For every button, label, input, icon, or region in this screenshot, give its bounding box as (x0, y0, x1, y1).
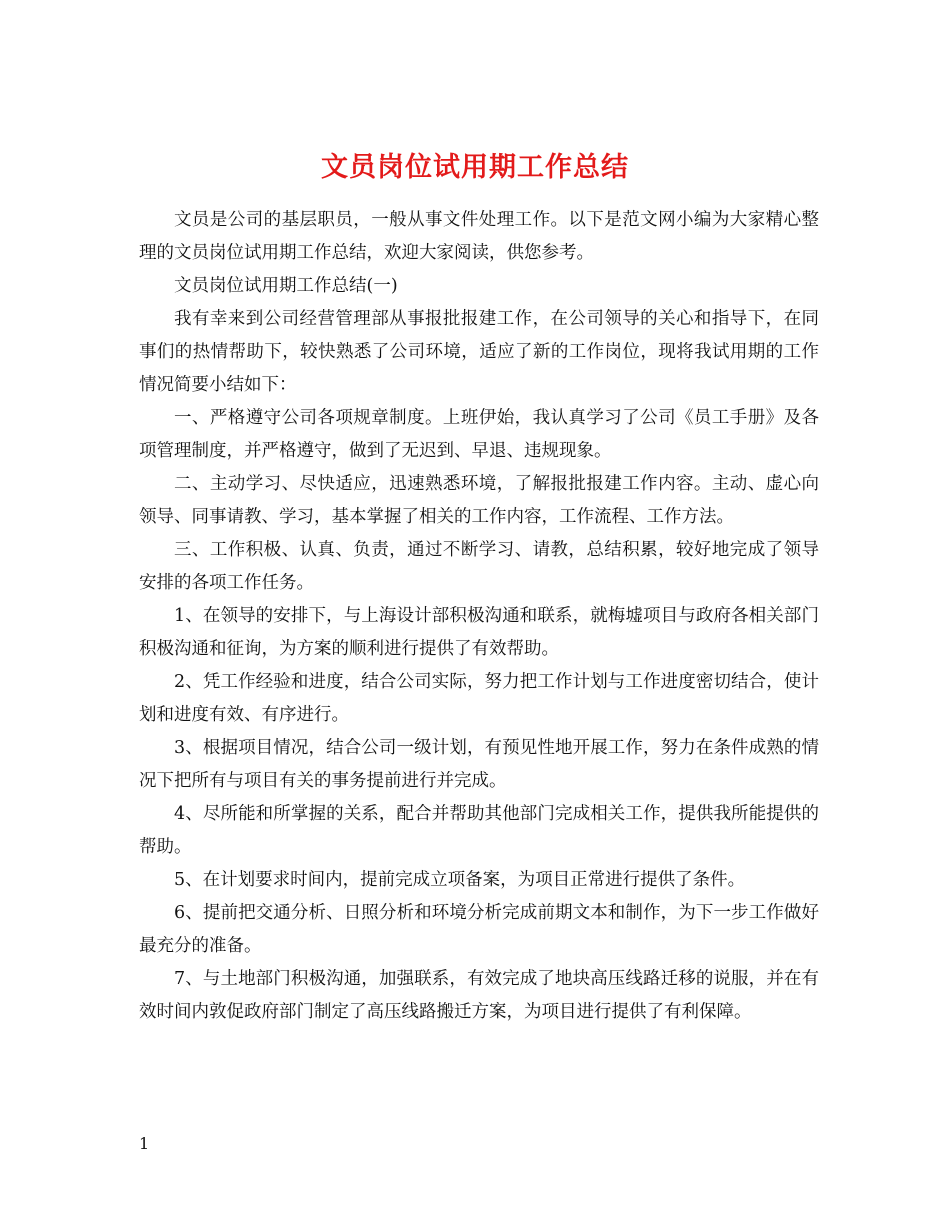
paragraph-point-2: 二、主动学习、尽快适应，迅速熟悉环境，了解报批报建工作内容。主动、虚心向领导、同事请教、学习，基本掌握了相关的工作内容，工作流程、工作方法。 (139, 474, 819, 527)
paragraph-item-6: 6、提前把交通分析、日照分析和环境分析完成前期文本和制作，为下一步工作做好最充分的准备。 (139, 903, 819, 956)
page-number: 1 (139, 1134, 150, 1153)
paragraph-point-3: 三、工作积极、认真、负责，通过不断学习、请教，总结积累，较好地完成了领导安排的各项工作任务。 (139, 540, 819, 593)
paragraph-point-1: 一、严格遵守公司各项规章制度。上班伊始，我认真学习了公司《员工手册》及各项管理制度，并严格遵守，做到了无迟到、早退、违规现象。 (139, 408, 819, 461)
paragraph-item-4: 4、尽所能和所掌握的关系，配合并帮助其他部门完成相关工作，提供我所能提供的帮助。 (139, 804, 819, 857)
paragraph-opening: 我有幸来到公司经营管理部从事报批报建工作，在公司领导的关心和指导下，在同事们的热情帮助下，较快熟悉了公司环境，适应了新的工作岗位，现将我试用期的工作情况简要小结如下： (139, 309, 819, 395)
paragraph-item-1: 1、在领导的安排下，与上海设计部积极沟通和联系，就梅墟项目与政府各相关部门积极沟通和征询，为方案的顺利进行提供了有效帮助。 (139, 606, 819, 659)
section-heading: 文员岗位试用期工作总结(一) (174, 276, 398, 296)
document-body (139, 204, 819, 1029)
paragraph-item-5: 5、在计划要求时间内，提前完成立项备案，为项目正常进行提供了条件。 (174, 870, 746, 890)
paragraph-item-7: 7、与土地部门积极沟通，加强联系，有效完成了地块高压线路迁移的说服，并在有效时间内敦促政府部门制定了高压线路搬迁方案，为项目进行提供了有利保障。 (139, 969, 819, 1022)
document-title: 文员岗位试用期工作总结 (321, 152, 629, 184)
paragraph-intro: 文员是公司的基层职员，一般从事文件处理工作。以下是范文网小编为大家精心整理的文员岗位试用期工作总结，欢迎大家阅读，供您参考。 (139, 210, 819, 263)
paragraph-item-2: 2、凭工作经验和进度，结合公司实际，努力把工作计划与工作进度密切结合，使计划和进度有效、有序进行。 (139, 672, 819, 725)
paragraph-item-3: 3、根据项目情况，结合公司一级计划，有预见性地开展工作，努力在条件成熟的情况下把所有与项目有关的事务提前进行并完成。 (139, 738, 819, 791)
